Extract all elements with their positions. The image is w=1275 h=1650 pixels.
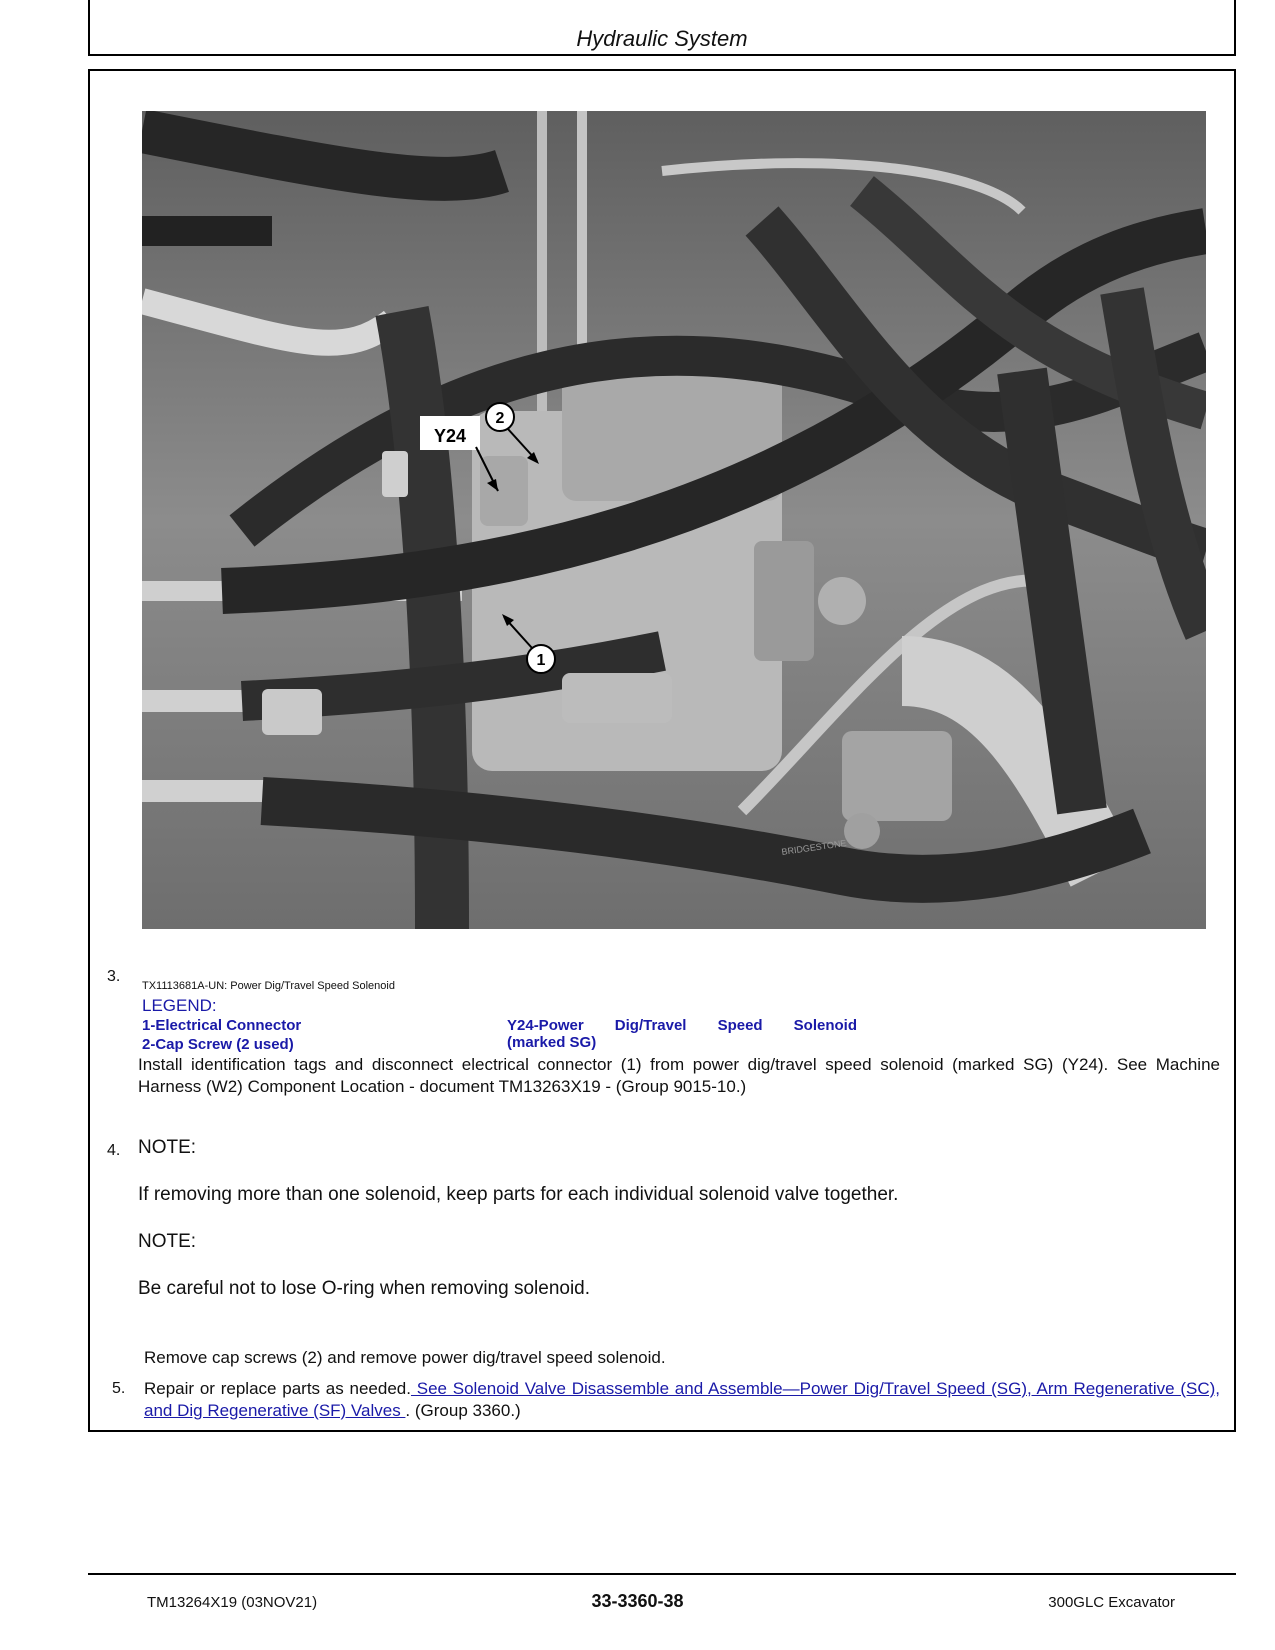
figure-caption: TX1113681A-UN: Power Dig/Travel Speed Solenoid	[142, 980, 395, 992]
legend-y24-word: Dig/Travel	[614, 1017, 687, 1034]
footer-model: 300GLC Excavator	[1048, 1594, 1175, 1611]
callout-1-label: 1	[536, 652, 546, 669]
footer-doc-id: TM13264X19 (03NOV21)	[147, 1594, 318, 1611]
step-3-number: 3.	[107, 968, 121, 985]
legend-item-y24	[507, 1017, 857, 1051]
legend-title: LEGEND:	[142, 996, 217, 1015]
legend-y24-word: Solenoid	[793, 1017, 857, 1034]
section-title: Hydraulic System	[576, 26, 748, 51]
step-4-number: 4.	[107, 1142, 121, 1159]
callout-2-label: 2	[495, 410, 505, 427]
solenoid-valve-procedure-link[interactable]: See Solenoid Valve Disassemble and Assemble—Power Dig/Travel Speed (SG), Arm Regenerative (SC), and Dig Regenerative (SF) Valves	[144, 1379, 1220, 1420]
legend-y24-word: Speed	[717, 1017, 763, 1034]
step-5-group-ref: . (Group 3360.)	[405, 1401, 521, 1420]
note-1-label: NOTE:	[138, 1137, 197, 1158]
step-3-instruction: Install identification tags and disconnect electrical connector (1) from power dig/travel speed solenoid (marked SG) (Y24). See Machine Harness (W2) Component Location - document TM13263X19 - (Group 9015-10.)	[138, 1055, 1220, 1096]
note-2-text: Be careful not to lose O-ring when removing solenoid.	[138, 1278, 591, 1299]
note-1-text: If removing more than one solenoid, keep parts for each individual solenoid valve together.	[138, 1184, 899, 1205]
note-2-label: NOTE:	[138, 1231, 197, 1252]
solenoid-photo	[142, 111, 1206, 929]
legend-item-2: 2-Cap Screw (2 used)	[142, 1036, 294, 1053]
callout-y24-label: Y24	[433, 426, 467, 446]
page-header	[88, 0, 1236, 56]
legend-y24-word: Y24-Power	[507, 1017, 584, 1034]
photo-illustration	[142, 111, 1206, 929]
legend-y24-line1	[507, 1017, 857, 1034]
step-5-instruction	[144, 1378, 1220, 1422]
step-5-text: Repair or replace parts as needed.	[144, 1379, 411, 1398]
legend-item-1: 1-Electrical Connector	[142, 1017, 302, 1034]
hose-marking: BRIDGESTONE	[780, 837, 848, 857]
footer-rule	[88, 1573, 1236, 1575]
step-5-number: 5.	[112, 1380, 126, 1397]
step-4-instruction: Remove cap screws (2) and remove power dig/travel speed solenoid.	[144, 1348, 666, 1367]
legend-y24-line2: (marked SG)	[507, 1034, 597, 1051]
footer-page-number: 33-3360-38	[591, 1591, 684, 1611]
